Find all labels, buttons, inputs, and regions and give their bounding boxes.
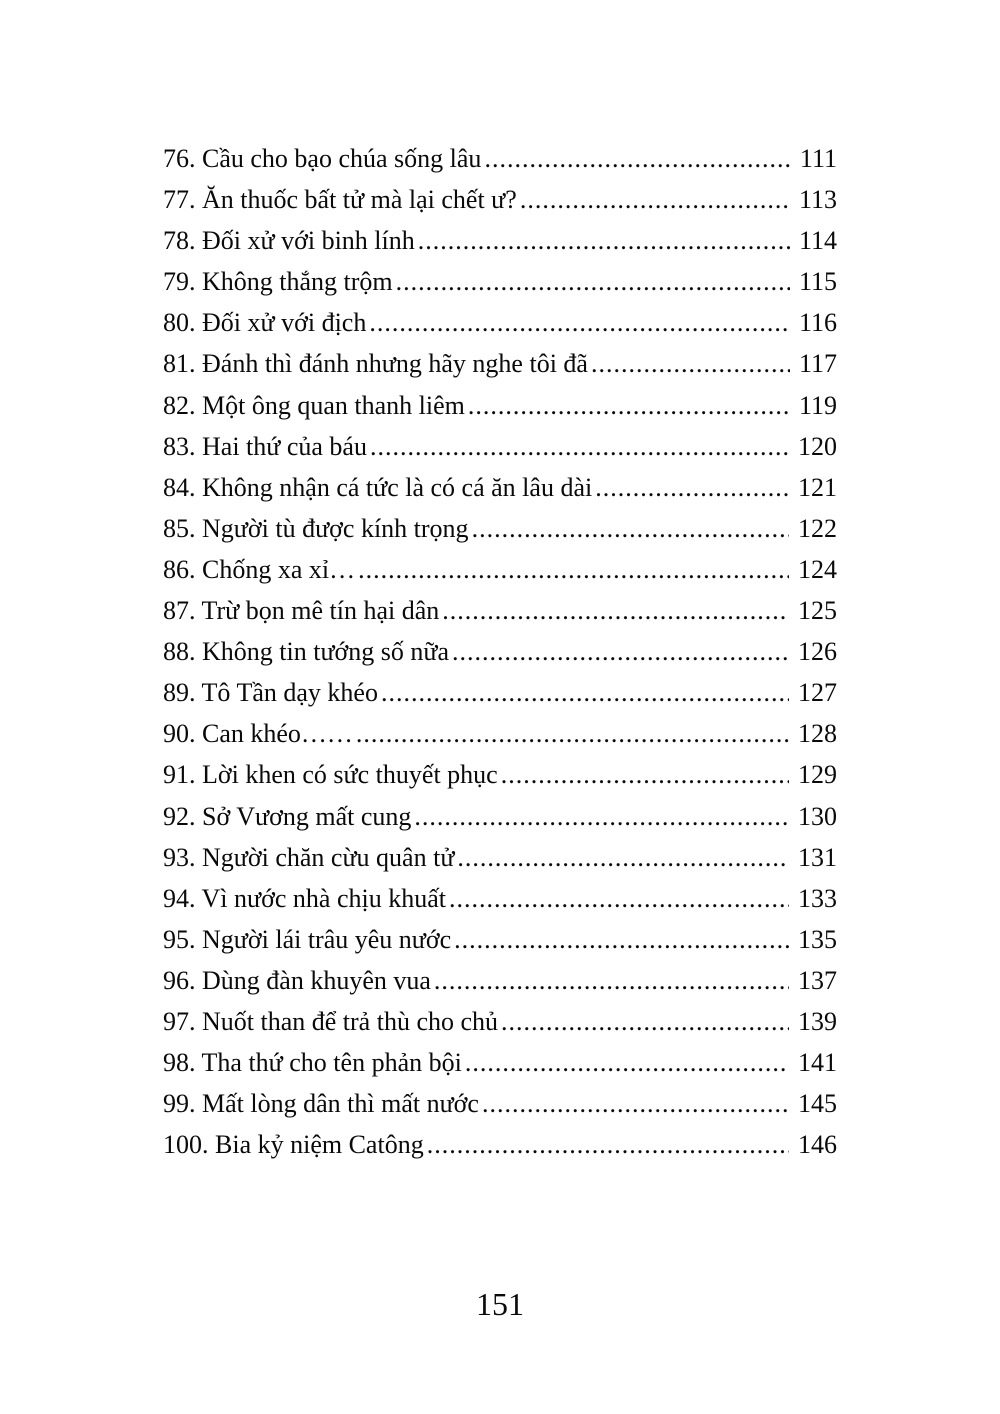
toc-entry-title: 79. Không thắng trộm [163, 267, 393, 297]
toc-entry-title: 76. Cầu cho bạo chúa sống lâu [163, 144, 482, 173]
toc-entry-page-number: 126 [798, 637, 837, 667]
toc-entry [163, 966, 837, 1007]
toc-entry [163, 1130, 837, 1171]
toc-entry [163, 925, 837, 966]
toc-entry [163, 555, 837, 596]
toc-entry-page-number: 119 [798, 390, 837, 420]
toc-entry [163, 678, 837, 719]
toc-entry-page-number: 128 [798, 719, 837, 749]
toc-entry-title: 98. Tha thứ cho tên phản bội [163, 1048, 462, 1078]
dot-leader [498, 1007, 789, 1037]
dot-leader [454, 843, 789, 873]
toc-entry [163, 226, 837, 267]
dot-leader [378, 678, 789, 708]
toc-entry [163, 185, 837, 226]
toc-entry [163, 391, 837, 432]
toc-entry-page-number: 129 [798, 760, 837, 790]
toc-entry-page-number: 133 [798, 883, 837, 913]
toc-entry-page-number: 115 [798, 267, 837, 297]
toc-entry-title: 95. Người lái trâu yêu nước [163, 924, 452, 954]
toc-entry-page-number: 146 [798, 1130, 837, 1160]
dot-leader [498, 760, 789, 790]
toc-entry-title: 96. Dùng đàn khuyên vua [163, 965, 431, 995]
toc-entry-title: 91. Lời khen có sức thuyết phục [163, 760, 498, 790]
dot-leader [517, 185, 790, 215]
toc-entry-title: 97. Nuốt than để trả thù cho chủ [163, 1006, 499, 1036]
toc-entry-title: 82. Một ông quan thanh liêm [163, 390, 465, 420]
toc-entry [163, 1007, 837, 1048]
toc-entry-page-number: 145 [798, 1089, 837, 1119]
dot-leader [415, 226, 790, 256]
toc-entry-title: 92. Sở Vương mất cung [163, 801, 412, 831]
toc-entry-title: 83. Hai thứ của báu [163, 431, 367, 461]
toc-entry-title: 90. Can khéo…… [163, 719, 353, 749]
toc-entry [163, 432, 837, 473]
toc-entry [163, 144, 837, 185]
toc-entry-page-number: 130 [798, 801, 837, 831]
toc-entry [163, 349, 837, 390]
toc-entry [163, 514, 837, 555]
toc-entry-title: 88. Không tin tướng số nữa [163, 637, 450, 667]
toc-entry-title: 86. Chống xa xỉ… [163, 554, 356, 584]
toc-entry-page-number: 122 [798, 513, 837, 543]
toc-entry [163, 267, 837, 308]
dot-leader [479, 1089, 789, 1119]
toc-entry-title: 77. Ăn thuốc bất tử mà lại chết ư? [163, 185, 517, 215]
toc-entry-page-number: 135 [798, 924, 837, 954]
table-of-contents [163, 144, 837, 1171]
toc-entry-title: 100. Bia kỷ niệm Catông [163, 1130, 424, 1160]
dot-leader [431, 966, 789, 996]
toc-entry-title: 84. Không nhận cá tức là có cá ăn lâu dài [163, 472, 593, 502]
toc-entry-page-number: 137 [798, 965, 837, 995]
dot-leader [424, 1130, 789, 1160]
toc-entry-page-number: 139 [798, 1006, 837, 1036]
dot-leader [439, 596, 789, 626]
toc-entry-page-number: 141 [798, 1048, 837, 1078]
dot-leader [355, 555, 789, 585]
dot-leader [446, 884, 789, 914]
dot-leader [465, 391, 790, 421]
toc-entry-title: 78. Đối xử với binh lính [163, 226, 415, 256]
dot-leader [393, 267, 790, 297]
dot-leader [366, 308, 790, 338]
dot-leader [469, 514, 789, 544]
toc-entry-title: 81. Đánh thì đánh nhưng hãy nghe tôi đã [163, 349, 588, 379]
toc-entry-title: 85. Người tù được kính trọng [163, 513, 469, 543]
dot-leader [451, 925, 789, 955]
toc-entry-page-number: 120 [798, 431, 837, 461]
toc-entry-title: 89. Tô Tần dạy khéo [163, 678, 378, 708]
toc-entry-page-number: 111 [799, 144, 837, 173]
toc-entry-title: 87. Trừ bọn mê tín hại dân [163, 596, 440, 626]
toc-entry-page-number: 116 [798, 308, 837, 338]
dot-leader [367, 432, 789, 462]
toc-entry [163, 596, 837, 637]
dot-leader [481, 144, 790, 174]
toc-entry [163, 1048, 837, 1089]
toc-entry-page-number: 117 [798, 349, 837, 379]
toc-entry-page-number: 124 [798, 554, 837, 584]
toc-entry [163, 473, 837, 514]
dot-leader [462, 1048, 789, 1078]
toc-entry [163, 719, 837, 760]
toc-entry-page-number: 121 [798, 472, 837, 502]
toc-entry [163, 1089, 837, 1130]
toc-entry-page-number: 113 [798, 185, 837, 215]
toc-entry-title: 80. Đối xử với địch [163, 308, 367, 338]
toc-entry [163, 802, 837, 843]
dot-leader [411, 802, 789, 832]
dot-leader [449, 637, 789, 667]
toc-entry [163, 843, 837, 884]
dot-leader [588, 349, 790, 379]
footer-page-number: 151 [476, 1286, 524, 1322]
dot-leader [592, 473, 789, 503]
toc-entry-page-number: 127 [798, 678, 837, 708]
toc-entry [163, 308, 837, 349]
dot-leader [353, 719, 789, 749]
toc-entry [163, 760, 837, 801]
toc-entry-title: 93. Người chăn cừu quân tử [163, 842, 455, 872]
toc-entry-title: 99. Mất lòng dân thì mất nước [163, 1089, 479, 1119]
toc-entry [163, 884, 837, 925]
toc-entry [163, 637, 837, 678]
toc-entry-page-number: 114 [798, 226, 837, 256]
toc-entry-title: 94. Vì nước nhà chịu khuất [163, 883, 446, 913]
toc-entry-page-number: 125 [798, 596, 837, 626]
toc-entry-page-number: 131 [798, 842, 837, 872]
